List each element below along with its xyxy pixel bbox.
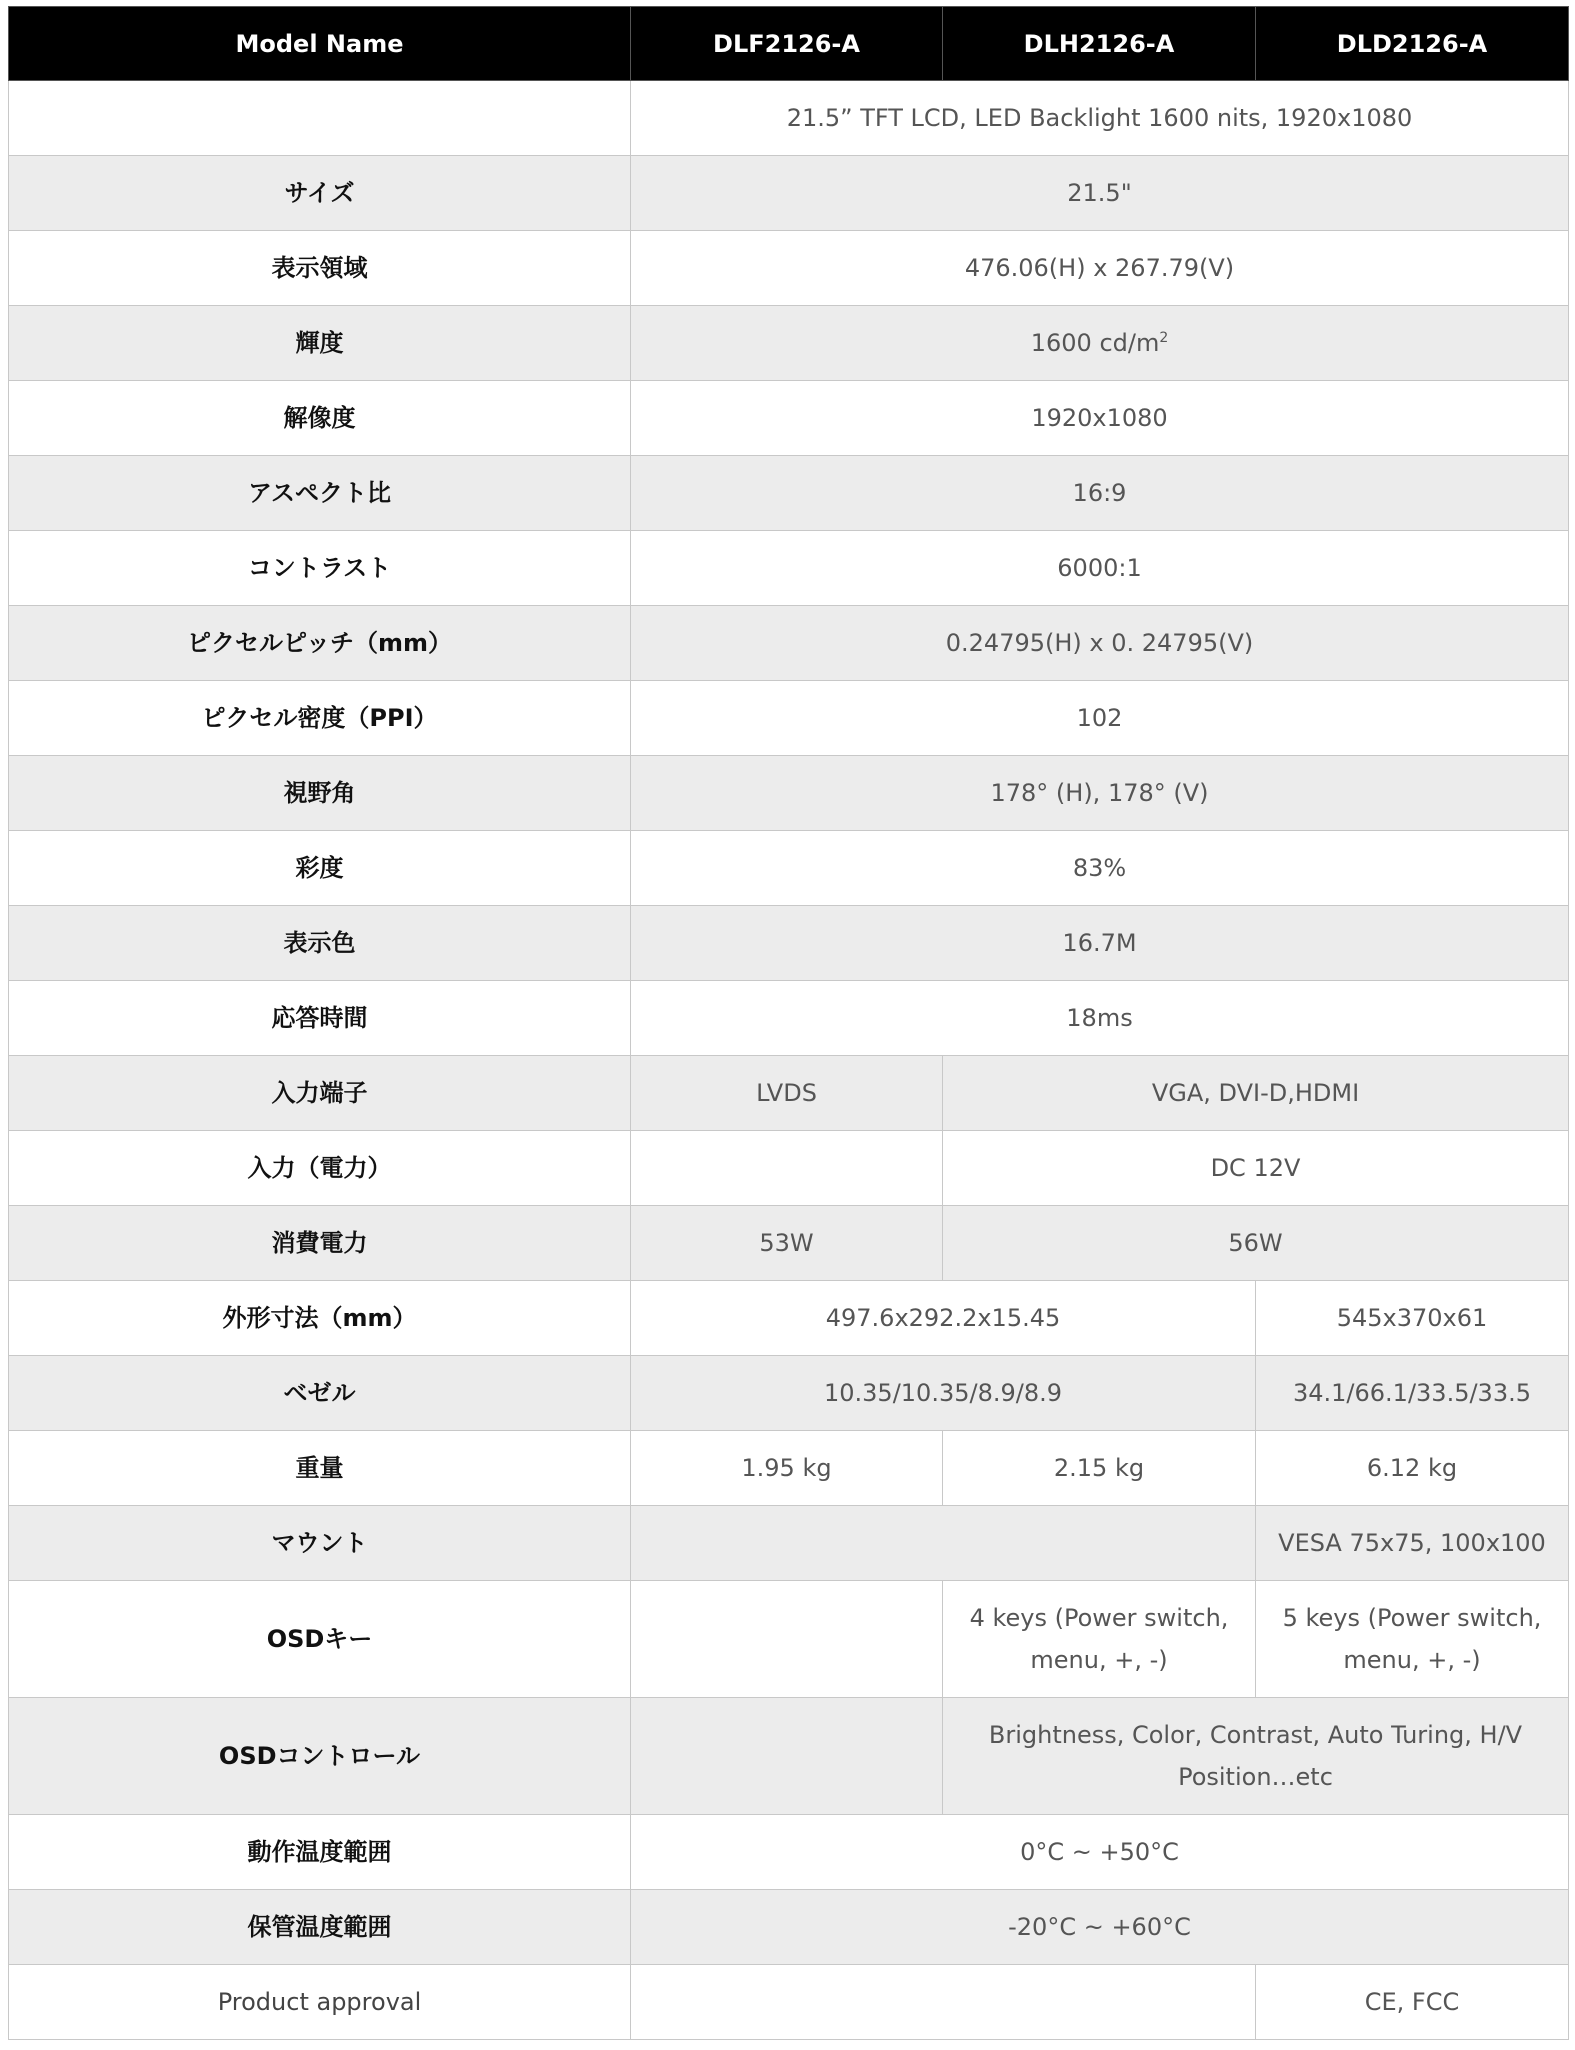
- row-weight: [9, 1431, 1569, 1506]
- approval-dlf-dlh: [631, 1965, 1256, 2040]
- row-value: 83%: [631, 831, 1569, 906]
- row-value: 6000:1: [631, 531, 1569, 606]
- weight-dlh: 2.15 kg: [943, 1431, 1256, 1506]
- row-label: 入力（電力）: [9, 1131, 631, 1206]
- row-value: 1920x1080: [631, 381, 1569, 456]
- header-model-dld: DLD2126-A: [1256, 7, 1569, 81]
- row-label: 外形寸法（mm）: [9, 1281, 631, 1356]
- header-model-dlh: DLH2126-A: [943, 7, 1256, 81]
- row-label: 保管温度範囲: [9, 1890, 631, 1965]
- row-label: アスペクト比: [9, 456, 631, 531]
- row-label: 入力端子: [9, 1056, 631, 1131]
- power-input-dlf: [631, 1131, 943, 1206]
- row-value: -20°C ~ +60°C: [631, 1890, 1569, 1965]
- osd-keys-dlh: 4 keys (Power switch, menu, +, -): [943, 1581, 1256, 1698]
- row-active-area: [9, 231, 1569, 306]
- row-label: ベゼル: [9, 1356, 631, 1431]
- row-viewing-angle: [9, 756, 1569, 831]
- row-bezel: [9, 1356, 1569, 1431]
- row-value: 16.7M: [631, 906, 1569, 981]
- row-label: 重量: [9, 1431, 631, 1506]
- row-osd-keys: [9, 1581, 1569, 1698]
- dimensions-dld: 545x370x61: [1256, 1281, 1569, 1356]
- row-mount: [9, 1506, 1569, 1581]
- osd-keys-dld: 5 keys (Power switch, menu, +, -): [1256, 1581, 1569, 1698]
- dimensions-dlf-dlh: 497.6x292.2x15.45: [631, 1281, 1256, 1356]
- row-input-terminal: [9, 1056, 1569, 1131]
- row-power-input: [9, 1131, 1569, 1206]
- osd-control-dlf: [631, 1698, 943, 1815]
- row-label-empty: [9, 81, 631, 156]
- row-pixel-pitch: [9, 606, 1569, 681]
- osd-control-dlh-dld: Brightness, Color, Contrast, Auto Turing, H/V Position…etc: [943, 1698, 1569, 1815]
- row-label: 表示色: [9, 906, 631, 981]
- input-terminal-dlh-dld: VGA, DVI-D,HDMI: [943, 1056, 1569, 1131]
- mount-dld: VESA 75x75, 100x100: [1256, 1506, 1569, 1581]
- row-value: 178° (H), 178° (V): [631, 756, 1569, 831]
- power-input-dlh-dld: DC 12V: [943, 1131, 1569, 1206]
- row-label: 彩度: [9, 831, 631, 906]
- row-label: コントラスト: [9, 531, 631, 606]
- spec-table: [8, 6, 1569, 2040]
- row-value: 476.06(H) x 267.79(V): [631, 231, 1569, 306]
- row-approval: [9, 1965, 1569, 2040]
- row-osd-control: [9, 1698, 1569, 1815]
- row-contrast: [9, 531, 1569, 606]
- brightness-superscript: 2: [1159, 330, 1169, 346]
- row-value: 0.24795(H) x 0. 24795(V): [631, 606, 1569, 681]
- row-label: 動作温度範囲: [9, 1815, 631, 1890]
- weight-dlf: 1.95 kg: [631, 1431, 943, 1506]
- row-label: 表示領域: [9, 231, 631, 306]
- row-value: 18ms: [631, 981, 1569, 1056]
- header-model-name: Model Name: [9, 7, 631, 81]
- row-dimensions: [9, 1281, 1569, 1356]
- row-resolution: [9, 381, 1569, 456]
- row-value: 0°C ~ +50°C: [631, 1815, 1569, 1890]
- row-panel: [9, 81, 1569, 156]
- row-value: [631, 306, 1569, 381]
- bezel-dlf-dlh: 10.35/10.35/8.9/8.9: [631, 1356, 1256, 1431]
- row-saturation: [9, 831, 1569, 906]
- row-value: 102: [631, 681, 1569, 756]
- power-consumption-dlh-dld: 56W: [943, 1206, 1569, 1281]
- row-label: 消費電力: [9, 1206, 631, 1281]
- row-label: マウント: [9, 1506, 631, 1581]
- row-label: 輝度: [9, 306, 631, 381]
- panel-value: 21.5” TFT LCD, LED Backlight 1600 nits, 1920x1080: [631, 81, 1569, 156]
- row-label: 解像度: [9, 381, 631, 456]
- header-row: [9, 7, 1569, 81]
- bezel-dld: 34.1/66.1/33.5/33.5: [1256, 1356, 1569, 1431]
- row-value: 21.5": [631, 156, 1569, 231]
- row-brightness: [9, 306, 1569, 381]
- row-label: OSDコントロール: [9, 1698, 631, 1815]
- row-value: 16:9: [631, 456, 1569, 531]
- weight-dld: 6.12 kg: [1256, 1431, 1569, 1506]
- row-colors: [9, 906, 1569, 981]
- row-label: ピクセル密度（PPI）: [9, 681, 631, 756]
- row-label: サイズ: [9, 156, 631, 231]
- mount-dlf-dlh: [631, 1506, 1256, 1581]
- power-consumption-dlf: 53W: [631, 1206, 943, 1281]
- brightness-value: 1600 cd/m: [1030, 329, 1160, 357]
- row-label: 応答時間: [9, 981, 631, 1056]
- osd-keys-dlf: [631, 1581, 943, 1698]
- header-model-dlf: DLF2126-A: [631, 7, 943, 81]
- row-label: 視野角: [9, 756, 631, 831]
- row-label: Product approval: [9, 1965, 631, 2040]
- row-power-consumption: [9, 1206, 1569, 1281]
- row-size: [9, 156, 1569, 231]
- row-pixel-density: [9, 681, 1569, 756]
- row-response-time: [9, 981, 1569, 1056]
- approval-dld: CE, FCC: [1256, 1965, 1569, 2040]
- row-label: ピクセルピッチ（mm）: [9, 606, 631, 681]
- input-terminal-dlf: LVDS: [631, 1056, 943, 1131]
- row-label: OSDキー: [9, 1581, 631, 1698]
- row-operating-temp: [9, 1815, 1569, 1890]
- row-storage-temp: [9, 1890, 1569, 1965]
- row-aspect: [9, 456, 1569, 531]
